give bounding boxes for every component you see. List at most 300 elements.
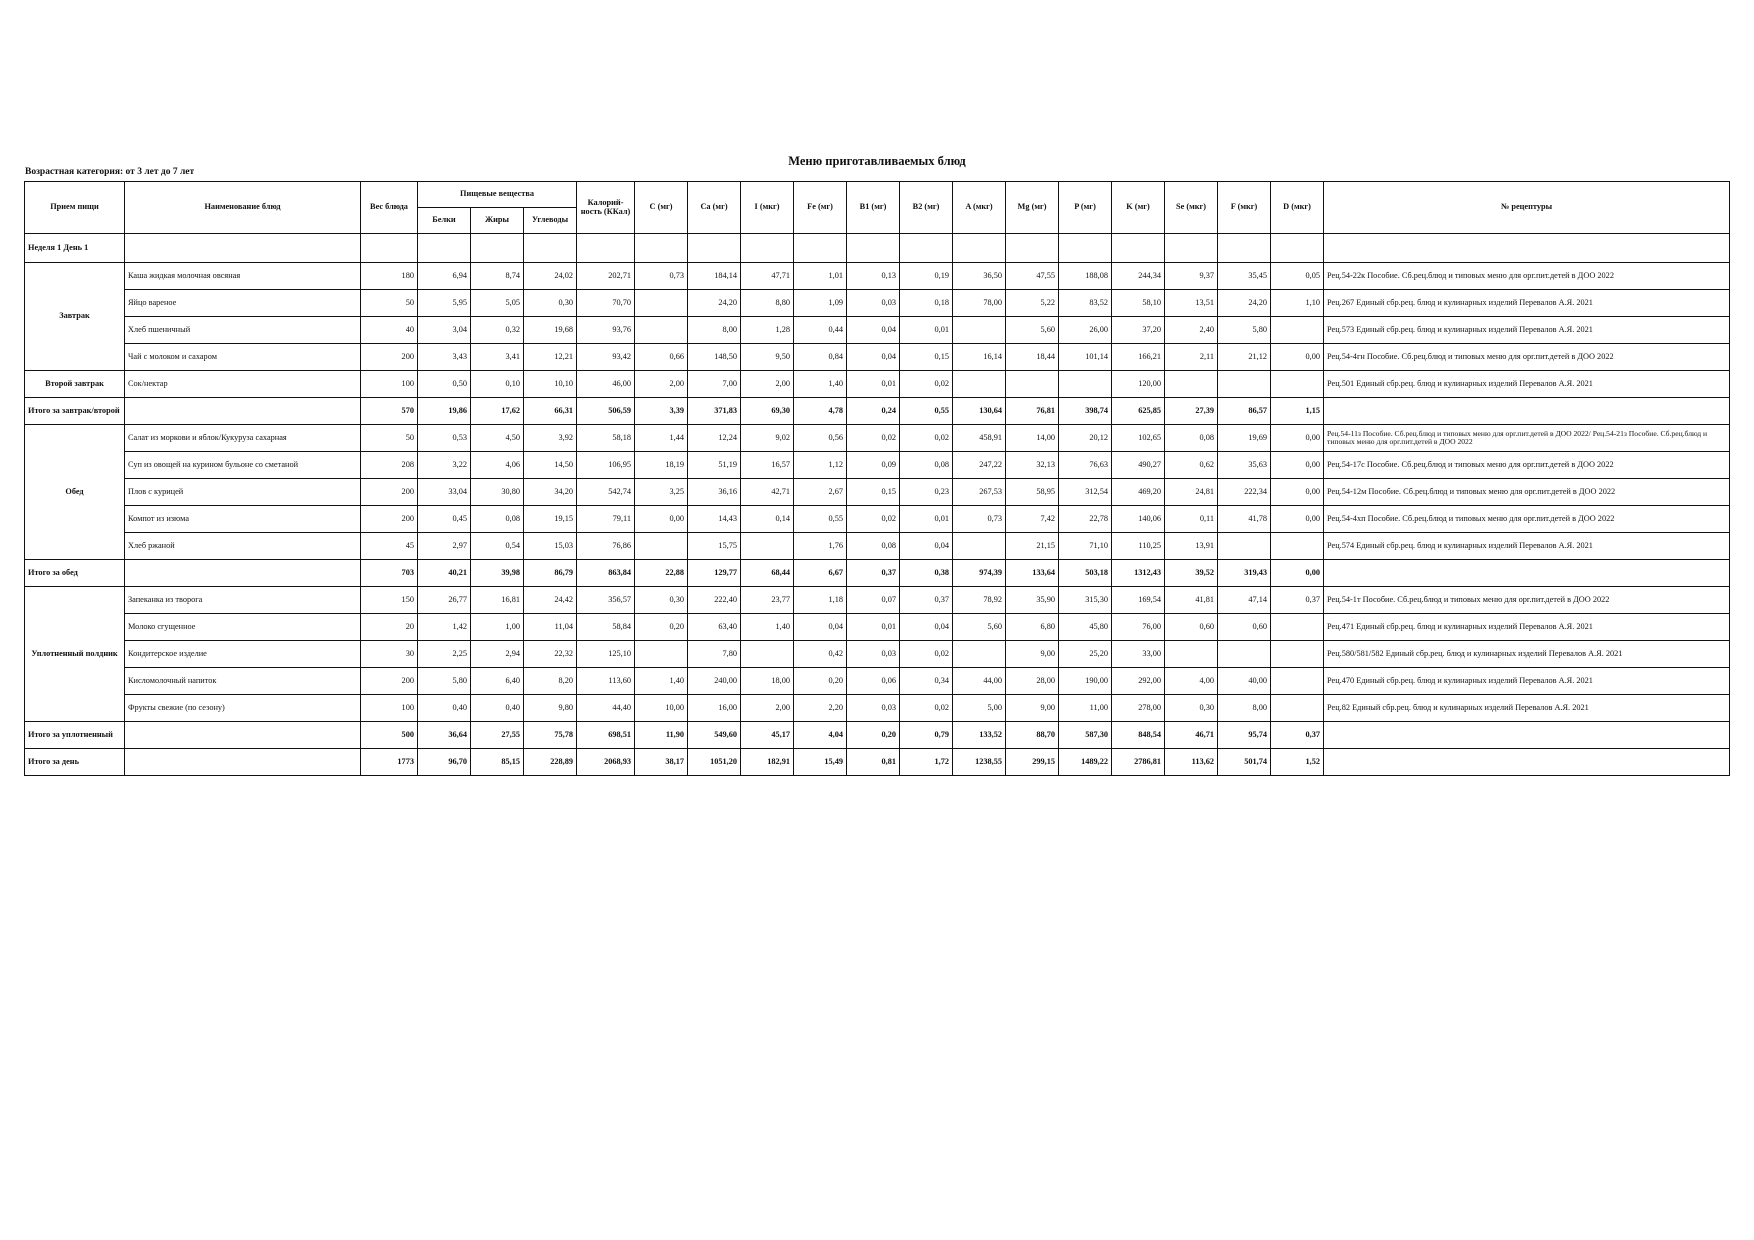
total-label: Итого за день — [25, 749, 125, 776]
calories-cell: 93,76 — [577, 317, 635, 344]
selenium-cell: 9,37 — [1165, 263, 1218, 290]
meal-label: Второй завтрак — [25, 371, 125, 398]
table-row — [25, 614, 1730, 641]
calcium-cell: 148,50 — [688, 344, 741, 371]
table-row — [25, 263, 1730, 290]
iodine-cell: 1,40 — [741, 614, 794, 641]
weight-cell: 180 — [361, 263, 418, 290]
phosphorus-cell: 22,78 — [1059, 506, 1112, 533]
vit-b1-cell: 0,02 — [847, 506, 900, 533]
fluorine-cell: 41,78 — [1218, 506, 1271, 533]
fat-cell: 2,94 — [471, 641, 524, 668]
vit-d-cell — [1271, 695, 1324, 722]
table-row — [25, 317, 1730, 344]
meal-label: Обед — [25, 425, 125, 560]
phosphorus-cell — [1059, 371, 1112, 398]
vit-b1-cell: 0,01 — [847, 614, 900, 641]
potassium-cell: 2786,81 — [1112, 749, 1165, 776]
vit-d-cell: 1,10 — [1271, 290, 1324, 317]
phosphorus-cell: 26,00 — [1059, 317, 1112, 344]
week-day-row — [25, 234, 1730, 263]
iron-cell: 4,04 — [794, 722, 847, 749]
selenium-cell: 0,08 — [1165, 425, 1218, 452]
total-label: Итого за уплотненный — [25, 722, 125, 749]
iron-cell: 0,42 — [794, 641, 847, 668]
fat-cell: 5,05 — [471, 290, 524, 317]
selenium-cell: 0,11 — [1165, 506, 1218, 533]
selenium-cell: 4,00 — [1165, 668, 1218, 695]
dish-name: Салат из моркови и яблок/Кукуруза сахарная — [125, 425, 361, 452]
recipe-cell — [1324, 560, 1730, 587]
recipe-cell — [1324, 749, 1730, 776]
fluorine-cell: 319,43 — [1218, 560, 1271, 587]
selenium-cell — [1165, 371, 1218, 398]
phosphorus-cell: 101,14 — [1059, 344, 1112, 371]
recipe-cell: Рец.471 Единый сбр.рец. блюд и кулинарных изделий Перевалов А.Я. 2021 — [1324, 614, 1730, 641]
phosphorus-cell: 190,00 — [1059, 668, 1112, 695]
magnesium-cell: 18,44 — [1006, 344, 1059, 371]
weight-cell: 1773 — [361, 749, 418, 776]
calories-cell: 79,11 — [577, 506, 635, 533]
protein-cell: 3,43 — [418, 344, 471, 371]
carbs-cell: 19,68 — [524, 317, 577, 344]
vit-c-cell — [635, 533, 688, 560]
table-row — [25, 344, 1730, 371]
calories-cell: 44,40 — [577, 695, 635, 722]
vit-b1-cell: 0,03 — [847, 290, 900, 317]
calcium-cell: 371,83 — [688, 398, 741, 425]
potassium-cell: 120,00 — [1112, 371, 1165, 398]
vit-c-cell: 11,90 — [635, 722, 688, 749]
header-se: Se (мкг) — [1165, 182, 1218, 234]
calcium-cell: 15,75 — [688, 533, 741, 560]
protein-cell: 2,25 — [418, 641, 471, 668]
weight-cell: 45 — [361, 533, 418, 560]
weight-cell: 200 — [361, 506, 418, 533]
dish-cell — [125, 722, 361, 749]
recipe-cell: Рец.54-1т Пособие. Сб.рец.блюд и типовых меню для орг.пит.детей в ДОО 2022 — [1324, 587, 1730, 614]
table-row — [25, 668, 1730, 695]
selenium-cell: 0,62 — [1165, 452, 1218, 479]
phosphorus-cell: 188,08 — [1059, 263, 1112, 290]
vit-c-cell: 3,25 — [635, 479, 688, 506]
vit-d-cell — [1271, 371, 1324, 398]
header-protein: Белки — [418, 208, 471, 234]
dish-name: Кондитерское изделие — [125, 641, 361, 668]
vit-b2-cell: 0,18 — [900, 290, 953, 317]
calcium-cell: 1051,20 — [688, 749, 741, 776]
selenium-cell: 41,81 — [1165, 587, 1218, 614]
dish-name: Хлеб пшеничный — [125, 317, 361, 344]
weight-cell: 30 — [361, 641, 418, 668]
magnesium-cell: 7,42 — [1006, 506, 1059, 533]
recipe-cell: Рец.82 Единый сбр.рец. блюд и кулинарных изделий Перевалов А.Я. 2021 — [1324, 695, 1730, 722]
iron-cell: 1,40 — [794, 371, 847, 398]
vit-b2-cell: 0,01 — [900, 317, 953, 344]
protein-cell: 3,22 — [418, 452, 471, 479]
potassium-cell: 169,54 — [1112, 587, 1165, 614]
phosphorus-cell: 312,54 — [1059, 479, 1112, 506]
recipe-cell: Рец.54-4хп Пособие. Сб.рец.блюд и типовых меню для орг.пит.детей в ДОО 2022 — [1324, 506, 1730, 533]
carbs-cell: 34,20 — [524, 479, 577, 506]
fat-cell: 30,80 — [471, 479, 524, 506]
weight-cell: 20 — [361, 614, 418, 641]
vit-b1-cell: 0,81 — [847, 749, 900, 776]
potassium-cell: 33,00 — [1112, 641, 1165, 668]
phosphorus-cell: 25,20 — [1059, 641, 1112, 668]
protein-cell: 0,53 — [418, 425, 471, 452]
vit-c-cell: 1,40 — [635, 668, 688, 695]
header-b2: B2 (мг) — [900, 182, 953, 234]
recipe-cell — [1324, 398, 1730, 425]
iodine-cell: 1,28 — [741, 317, 794, 344]
header-nutrients: Пищевые вещества — [418, 182, 577, 208]
weight-cell: 200 — [361, 479, 418, 506]
vit-d-cell: 0,00 — [1271, 560, 1324, 587]
dish-name: Каша жидкая молочная овсяная — [125, 263, 361, 290]
carbs-cell: 9,80 — [524, 695, 577, 722]
iodine-cell: 2,00 — [741, 371, 794, 398]
fluorine-cell: 501,74 — [1218, 749, 1271, 776]
vit-a-cell: 5,00 — [953, 695, 1006, 722]
magnesium-cell: 35,90 — [1006, 587, 1059, 614]
selenium-cell: 46,71 — [1165, 722, 1218, 749]
vit-b1-cell: 0,37 — [847, 560, 900, 587]
dish-name: Хлеб ржаной — [125, 533, 361, 560]
fluorine-cell: 21,12 — [1218, 344, 1271, 371]
iron-cell: 0,04 — [794, 614, 847, 641]
iodine-cell: 45,17 — [741, 722, 794, 749]
protein-cell: 5,95 — [418, 290, 471, 317]
recipe-cell — [1324, 722, 1730, 749]
vit-b1-cell: 0,07 — [847, 587, 900, 614]
potassium-cell: 244,34 — [1112, 263, 1165, 290]
magnesium-cell: 6,80 — [1006, 614, 1059, 641]
vit-a-cell: 458,91 — [953, 425, 1006, 452]
fluorine-cell: 35,45 — [1218, 263, 1271, 290]
header-fe: Fe (мг) — [794, 182, 847, 234]
carbs-cell: 11,04 — [524, 614, 577, 641]
potassium-cell: 166,21 — [1112, 344, 1165, 371]
phosphorus-cell: 20,12 — [1059, 425, 1112, 452]
header-mg: Mg (мг) — [1006, 182, 1059, 234]
calcium-cell: 51,19 — [688, 452, 741, 479]
vit-d-cell: 1,15 — [1271, 398, 1324, 425]
fat-cell: 6,40 — [471, 668, 524, 695]
vit-d-cell — [1271, 641, 1324, 668]
magnesium-cell: 9,00 — [1006, 695, 1059, 722]
recipe-cell: Рец.54-12м Пособие. Сб.рец.блюд и типовых меню для орг.пит.детей в ДОО 2022 — [1324, 479, 1730, 506]
iodine-cell: 68,44 — [741, 560, 794, 587]
protein-cell: 3,04 — [418, 317, 471, 344]
potassium-cell: 625,85 — [1112, 398, 1165, 425]
fluorine-cell: 8,00 — [1218, 695, 1271, 722]
calories-cell: 113,60 — [577, 668, 635, 695]
fluorine-cell — [1218, 533, 1271, 560]
recipe-cell: Рец.54-11з Пособие. Сб.рец.блюд и типовых меню для орг.пит.детей в ДОО 2022/ Рец.54-21з Пособие. Сб.рец.блюд и типовых меню для орг.пит.детей в ДОО 2022 — [1324, 425, 1730, 452]
iron-cell: 4,78 — [794, 398, 847, 425]
fat-cell: 0,10 — [471, 371, 524, 398]
iron-cell: 0,84 — [794, 344, 847, 371]
protein-cell: 26,77 — [418, 587, 471, 614]
vit-b2-cell: 0,04 — [900, 533, 953, 560]
calcium-cell: 549,60 — [688, 722, 741, 749]
vit-a-cell: 78,92 — [953, 587, 1006, 614]
magnesium-cell: 9,00 — [1006, 641, 1059, 668]
vit-b1-cell: 0,01 — [847, 371, 900, 398]
meal-label: Уплотненный полдник — [25, 587, 125, 722]
carbs-cell: 22,32 — [524, 641, 577, 668]
fluorine-cell: 40,00 — [1218, 668, 1271, 695]
vit-b2-cell: 0,79 — [900, 722, 953, 749]
calcium-cell: 222,40 — [688, 587, 741, 614]
phosphorus-cell: 503,18 — [1059, 560, 1112, 587]
vit-c-cell: 10,00 — [635, 695, 688, 722]
protein-cell: 0,45 — [418, 506, 471, 533]
header-a: A (мкг) — [953, 182, 1006, 234]
vit-c-cell: 0,73 — [635, 263, 688, 290]
total-label: Итого за обед — [25, 560, 125, 587]
total-row — [25, 398, 1730, 425]
potassium-cell: 469,20 — [1112, 479, 1165, 506]
vit-c-cell — [635, 317, 688, 344]
vit-c-cell: 0,66 — [635, 344, 688, 371]
fat-cell: 16,81 — [471, 587, 524, 614]
magnesium-cell: 88,70 — [1006, 722, 1059, 749]
carbs-cell: 3,92 — [524, 425, 577, 452]
header-weight: Вес блюда — [361, 182, 418, 234]
carbs-cell: 14,50 — [524, 452, 577, 479]
vit-d-cell: 0,05 — [1271, 263, 1324, 290]
vit-b1-cell: 0,20 — [847, 722, 900, 749]
magnesium-cell: 21,15 — [1006, 533, 1059, 560]
potassium-cell: 278,00 — [1112, 695, 1165, 722]
fat-cell: 1,00 — [471, 614, 524, 641]
header-i: I (мкг) — [741, 182, 794, 234]
magnesium-cell: 299,15 — [1006, 749, 1059, 776]
vit-b2-cell: 0,55 — [900, 398, 953, 425]
potassium-cell: 1312,43 — [1112, 560, 1165, 587]
table-row — [25, 695, 1730, 722]
vit-c-cell: 1,44 — [635, 425, 688, 452]
potassium-cell: 140,06 — [1112, 506, 1165, 533]
calories-cell: 70,70 — [577, 290, 635, 317]
carbs-cell: 86,79 — [524, 560, 577, 587]
protein-cell: 0,40 — [418, 695, 471, 722]
header-k: K (мг) — [1112, 182, 1165, 234]
iodine-cell: 42,71 — [741, 479, 794, 506]
magnesium-cell: 32,13 — [1006, 452, 1059, 479]
calories-cell: 93,42 — [577, 344, 635, 371]
vit-a-cell: 16,14 — [953, 344, 1006, 371]
header-p: P (мг) — [1059, 182, 1112, 234]
calcium-cell: 14,43 — [688, 506, 741, 533]
iodine-cell — [741, 641, 794, 668]
iron-cell: 1,12 — [794, 452, 847, 479]
fat-cell: 0,32 — [471, 317, 524, 344]
calories-cell: 76,86 — [577, 533, 635, 560]
dish-name: Компот из изюма — [125, 506, 361, 533]
carbs-cell: 8,20 — [524, 668, 577, 695]
vit-b2-cell: 0,19 — [900, 263, 953, 290]
calcium-cell: 63,40 — [688, 614, 741, 641]
fat-cell: 0,40 — [471, 695, 524, 722]
magnesium-cell: 5,60 — [1006, 317, 1059, 344]
phosphorus-cell: 315,30 — [1059, 587, 1112, 614]
iron-cell: 1,01 — [794, 263, 847, 290]
vit-b2-cell: 0,04 — [900, 614, 953, 641]
protein-cell: 5,80 — [418, 668, 471, 695]
vit-c-cell — [635, 290, 688, 317]
fat-cell: 3,41 — [471, 344, 524, 371]
fluorine-cell: 222,34 — [1218, 479, 1271, 506]
calcium-cell: 129,77 — [688, 560, 741, 587]
header-recipe: № рецептуры — [1324, 182, 1730, 234]
weight-cell: 40 — [361, 317, 418, 344]
iodine-cell: 23,77 — [741, 587, 794, 614]
selenium-cell — [1165, 641, 1218, 668]
iodine-cell: 47,71 — [741, 263, 794, 290]
vit-a-cell — [953, 371, 1006, 398]
iron-cell: 1,18 — [794, 587, 847, 614]
fat-cell: 4,50 — [471, 425, 524, 452]
calcium-cell: 12,24 — [688, 425, 741, 452]
recipe-cell: Рец.573 Единый сбр.рец. блюд и кулинарных изделий Перевалов А.Я. 2021 — [1324, 317, 1730, 344]
fluorine-cell — [1218, 641, 1271, 668]
iron-cell: 2,20 — [794, 695, 847, 722]
selenium-cell: 27,39 — [1165, 398, 1218, 425]
iron-cell: 15,49 — [794, 749, 847, 776]
magnesium-cell: 5,22 — [1006, 290, 1059, 317]
phosphorus-cell: 587,30 — [1059, 722, 1112, 749]
total-row — [25, 560, 1730, 587]
header-dish: Наименование блюд — [125, 182, 361, 234]
magnesium-cell: 47,55 — [1006, 263, 1059, 290]
table-row — [25, 641, 1730, 668]
vit-a-cell: 130,64 — [953, 398, 1006, 425]
iodine-cell: 182,91 — [741, 749, 794, 776]
table-row — [25, 533, 1730, 560]
weight-cell: 100 — [361, 371, 418, 398]
weight-cell: 200 — [361, 668, 418, 695]
vit-b1-cell: 0,15 — [847, 479, 900, 506]
meal-label: Завтрак — [25, 263, 125, 371]
calories-cell: 2068,93 — [577, 749, 635, 776]
vit-c-cell: 22,88 — [635, 560, 688, 587]
phosphorus-cell: 398,74 — [1059, 398, 1112, 425]
recipe-cell: Рец.501 Единый сбр.рец. блюд и кулинарных изделий Перевалов А.Я. 2021 — [1324, 371, 1730, 398]
potassium-cell: 37,20 — [1112, 317, 1165, 344]
vit-b1-cell: 0,03 — [847, 695, 900, 722]
selenium-cell: 2,11 — [1165, 344, 1218, 371]
vit-d-cell — [1271, 668, 1324, 695]
fluorine-cell: 24,20 — [1218, 290, 1271, 317]
fat-cell: 85,15 — [471, 749, 524, 776]
vit-b2-cell: 0,02 — [900, 641, 953, 668]
iodine-cell: 69,30 — [741, 398, 794, 425]
dish-name: Фрукты свежие (по сезону) — [125, 695, 361, 722]
vit-d-cell: 0,00 — [1271, 452, 1324, 479]
selenium-cell: 2,40 — [1165, 317, 1218, 344]
potassium-cell: 110,25 — [1112, 533, 1165, 560]
total-row — [25, 722, 1730, 749]
dish-name: Запеканка из творога — [125, 587, 361, 614]
recipe-cell: Рец.54-17с Пособие. Сб.рец.блюд и типовых меню для орг.пит.детей в ДОО 2022 — [1324, 452, 1730, 479]
vit-c-cell: 0,30 — [635, 587, 688, 614]
vit-a-cell: 36,50 — [953, 263, 1006, 290]
protein-cell: 6,94 — [418, 263, 471, 290]
vit-a-cell: 78,00 — [953, 290, 1006, 317]
weight-cell: 150 — [361, 587, 418, 614]
iron-cell: 0,56 — [794, 425, 847, 452]
fluorine-cell: 47,14 — [1218, 587, 1271, 614]
vit-d-cell: 0,37 — [1271, 722, 1324, 749]
fluorine-cell: 5,80 — [1218, 317, 1271, 344]
vit-b2-cell: 0,15 — [900, 344, 953, 371]
vit-a-cell: 133,52 — [953, 722, 1006, 749]
iron-cell: 0,55 — [794, 506, 847, 533]
phosphorus-cell: 76,63 — [1059, 452, 1112, 479]
protein-cell: 40,21 — [418, 560, 471, 587]
age-category: Возрастная категория: от 3 лет до 7 лет — [25, 167, 195, 177]
calories-cell: 58,18 — [577, 425, 635, 452]
vit-d-cell — [1271, 317, 1324, 344]
vit-b2-cell: 0,23 — [900, 479, 953, 506]
calories-cell: 542,74 — [577, 479, 635, 506]
potassium-cell: 292,00 — [1112, 668, 1165, 695]
protein-cell: 33,04 — [418, 479, 471, 506]
calories-cell: 356,57 — [577, 587, 635, 614]
vit-b2-cell: 1,72 — [900, 749, 953, 776]
header-carbs: Углеводы — [524, 208, 577, 234]
vit-b2-cell: 0,34 — [900, 668, 953, 695]
table-row — [25, 452, 1730, 479]
calories-cell: 125,10 — [577, 641, 635, 668]
selenium-cell: 24,81 — [1165, 479, 1218, 506]
calories-cell: 202,71 — [577, 263, 635, 290]
carbs-cell: 10,10 — [524, 371, 577, 398]
weight-cell: 500 — [361, 722, 418, 749]
vit-a-cell — [953, 533, 1006, 560]
iodine-cell: 0,14 — [741, 506, 794, 533]
table-row — [25, 371, 1730, 398]
iron-cell: 0,44 — [794, 317, 847, 344]
vit-c-cell — [635, 641, 688, 668]
vit-d-cell: 1,52 — [1271, 749, 1324, 776]
magnesium-cell: 133,64 — [1006, 560, 1059, 587]
vit-d-cell: 0,00 — [1271, 425, 1324, 452]
carbs-cell: 12,21 — [524, 344, 577, 371]
calcium-cell: 240,00 — [688, 668, 741, 695]
vit-c-cell: 18,19 — [635, 452, 688, 479]
vit-c-cell: 0,00 — [635, 506, 688, 533]
vit-b2-cell: 0,02 — [900, 371, 953, 398]
selenium-cell: 0,30 — [1165, 695, 1218, 722]
vit-d-cell — [1271, 614, 1324, 641]
vit-a-cell: 247,22 — [953, 452, 1006, 479]
header-ca: Ca (мг) — [688, 182, 741, 234]
carbs-cell: 24,02 — [524, 263, 577, 290]
carbs-cell: 228,89 — [524, 749, 577, 776]
table-row — [25, 290, 1730, 317]
weight-cell: 50 — [361, 290, 418, 317]
recipe-cell: Рец.267 Единый сбр.рец. блюд и кулинарных изделий Перевалов А.Я. 2021 — [1324, 290, 1730, 317]
calcium-cell: 8,00 — [688, 317, 741, 344]
recipe-cell: Рец.574 Единый сбр.рец. блюд и кулинарных изделий Перевалов А.Я. 2021 — [1324, 533, 1730, 560]
weight-cell: 703 — [361, 560, 418, 587]
calcium-cell: 16,00 — [688, 695, 741, 722]
vit-b1-cell: 0,13 — [847, 263, 900, 290]
